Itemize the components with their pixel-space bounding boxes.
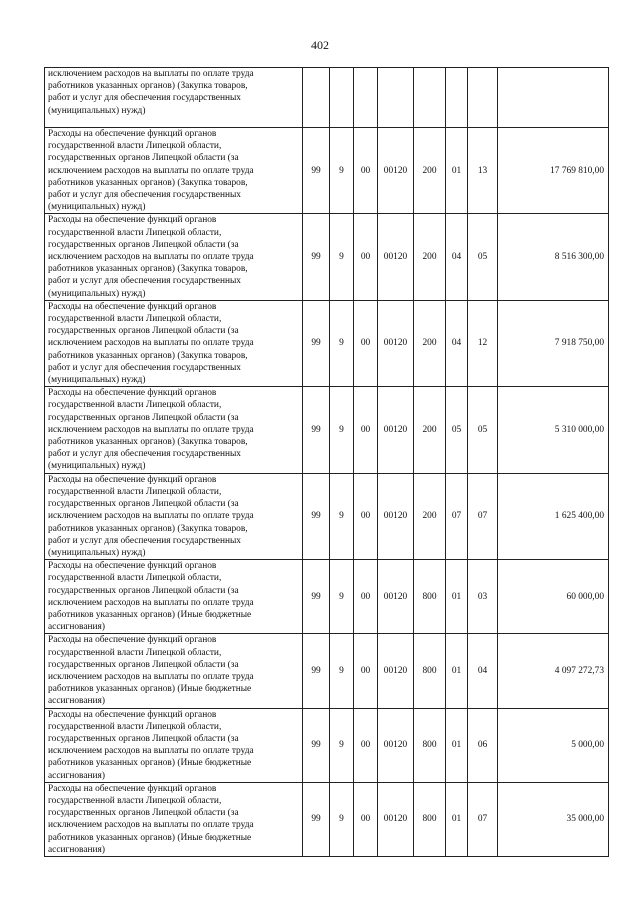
page-number: 402 <box>311 38 329 52</box>
cell-expense-type: 800 <box>414 634 446 708</box>
cell-expense-type: 200 <box>414 128 446 214</box>
cell-expense-type: 800 <box>414 782 446 856</box>
cell-amount: 5 000,00 <box>498 708 609 782</box>
cell-main-activity: 00 <box>354 634 378 708</box>
cell-expense-type: 200 <box>414 387 446 473</box>
row-description: Расходы на обеспечение функций органов государственной власти Липецкой области, государственных органов Липецкой области (за исключением расходов на выплаты по оплате труда работников указанных органов) (Закупка товаров, работ и услуг для обеспечения государственных (муниципальных) нужд) <box>45 300 303 386</box>
table-row <box>45 560 609 634</box>
cell-main-activity: 00 <box>354 473 378 559</box>
cell-amount: 17 769 810,00 <box>498 128 609 214</box>
cell-subprogram: 9 <box>330 473 354 559</box>
cell-section: 01 <box>446 634 468 708</box>
cell-expense-type: 800 <box>414 560 446 634</box>
cell-direction: 00120 <box>378 560 414 634</box>
row-description: Расходы на обеспечение функций органов государственной власти Липецкой области, государственных органов Липецкой области (за исключением расходов на выплаты по оплате труда работников указанных органов) (Иные бюджетные ассигнования) <box>45 708 303 782</box>
table-row <box>45 634 609 708</box>
cell-amount: 4 097 272,73 <box>498 634 609 708</box>
cell-direction: 00120 <box>378 708 414 782</box>
cell-direction: 00120 <box>378 128 414 214</box>
cell-subprogram: 9 <box>330 128 354 214</box>
cell-expense-type: 800 <box>414 708 446 782</box>
table-row <box>45 782 609 856</box>
cell-subprogram: 9 <box>330 634 354 708</box>
table-row <box>45 708 609 782</box>
row-description: Расходы на обеспечение функций органов государственной власти Липецкой области, государственных органов Липецкой области (за исключением расходов на выплаты по оплате труда работников указанных органов) (Иные бюджетные ассигнования) <box>45 560 303 634</box>
cell-program: 99 <box>303 708 330 782</box>
cell-main-activity: 00 <box>354 128 378 214</box>
cell-section: 01 <box>446 708 468 782</box>
cell-main-activity: 00 <box>354 708 378 782</box>
cell-subsection: 03 <box>468 560 498 634</box>
cell-amount: 35 000,00 <box>498 782 609 856</box>
cell-subprogram: 9 <box>330 708 354 782</box>
cell-subsection: 04 <box>468 634 498 708</box>
cell-subsection: 05 <box>468 214 498 300</box>
cell-subprogram: 9 <box>330 560 354 634</box>
cell-subsection: 06 <box>468 708 498 782</box>
cell-section: 05 <box>446 387 468 473</box>
cell-subprogram: 9 <box>330 387 354 473</box>
cell-subprogram <box>330 68 354 128</box>
table-row <box>45 214 609 300</box>
cell-expense-type <box>414 68 446 128</box>
cell-main-activity: 00 <box>354 560 378 634</box>
cell-amount: 5 310 000,00 <box>498 387 609 473</box>
cell-direction: 00120 <box>378 634 414 708</box>
cell-subprogram: 9 <box>330 782 354 856</box>
budget-table <box>44 67 609 857</box>
cell-amount: 60 000,00 <box>498 560 609 634</box>
row-description: Расходы на обеспечение функций органов государственной власти Липецкой области, государственных органов Липецкой области (за исключением расходов на выплаты по оплате труда работников указанных органов) (Закупка товаров, работ и услуг для обеспечения государственных (муниципальных) нужд) <box>45 387 303 473</box>
cell-amount <box>498 68 609 128</box>
row-description: Расходы на обеспечение функций органов государственной власти Липецкой области, государственных органов Липецкой области (за исключением расходов на выплаты по оплате труда работников указанных органов) (Иные бюджетные ассигнования) <box>45 782 303 856</box>
cell-main-activity: 00 <box>354 300 378 386</box>
cell-program <box>303 68 330 128</box>
cell-program: 99 <box>303 473 330 559</box>
cell-direction <box>378 68 414 128</box>
cell-subsection <box>468 68 498 128</box>
cell-section: 04 <box>446 300 468 386</box>
cell-direction: 00120 <box>378 782 414 856</box>
cell-direction: 00120 <box>378 387 414 473</box>
cell-main-activity <box>354 68 378 128</box>
cell-program: 99 <box>303 634 330 708</box>
row-description: Расходы на обеспечение функций органов государственной власти Липецкой области, государственных органов Липецкой области (за исключением расходов на выплаты по оплате труда работников указанных органов) (Закупка товаров, работ и услуг для обеспечения государственных (муниципальных) нужд) <box>45 128 303 214</box>
cell-section: 01 <box>446 560 468 634</box>
cell-subsection: 07 <box>468 473 498 559</box>
cell-amount: 8 516 300,00 <box>498 214 609 300</box>
row-description: Расходы на обеспечение функций органов государственной власти Липецкой области, государственных органов Липецкой области (за исключением расходов на выплаты по оплате труда работников указанных органов) (Закупка товаров, работ и услуг для обеспечения государственных (муниципальных) нужд) <box>45 214 303 300</box>
row-description: Расходы на обеспечение функций органов государственной власти Липецкой области, государственных органов Липецкой области (за исключением расходов на выплаты по оплате труда работников указанных органов) (Иные бюджетные ассигнования) <box>45 634 303 708</box>
cell-main-activity: 00 <box>354 782 378 856</box>
table-row <box>45 128 609 214</box>
cell-section <box>446 68 468 128</box>
cell-program: 99 <box>303 214 330 300</box>
table-row <box>45 68 609 128</box>
cell-expense-type: 200 <box>414 214 446 300</box>
cell-subprogram: 9 <box>330 300 354 386</box>
cell-subsection: 12 <box>468 300 498 386</box>
cell-subsection: 07 <box>468 782 498 856</box>
table-row <box>45 387 609 473</box>
budget-table-body <box>45 68 609 857</box>
cell-amount: 7 918 750,00 <box>498 300 609 386</box>
cell-direction: 00120 <box>378 214 414 300</box>
cell-subsection: 13 <box>468 128 498 214</box>
cell-direction: 00120 <box>378 473 414 559</box>
cell-program: 99 <box>303 387 330 473</box>
cell-section: 01 <box>446 782 468 856</box>
cell-program: 99 <box>303 128 330 214</box>
table-row <box>45 473 609 559</box>
cell-expense-type: 200 <box>414 300 446 386</box>
cell-program: 99 <box>303 300 330 386</box>
cell-program: 99 <box>303 560 330 634</box>
cell-section: 04 <box>446 214 468 300</box>
cell-section: 07 <box>446 473 468 559</box>
row-description: исключением расходов на выплаты по оплате труда работников указанных органов) (Закупка товаров, работ и услуг для обеспечения государственных (муниципальных) нужд) <box>45 68 303 128</box>
cell-main-activity: 00 <box>354 387 378 473</box>
table-row <box>45 300 609 386</box>
row-description: Расходы на обеспечение функций органов государственной власти Липецкой области, государственных органов Липецкой области (за исключением расходов на выплаты по оплате труда работников указанных органов) (Закупка товаров, работ и услуг для обеспечения государственных (муниципальных) нужд) <box>45 473 303 559</box>
cell-subprogram: 9 <box>330 214 354 300</box>
cell-subsection: 05 <box>468 387 498 473</box>
cell-expense-type: 200 <box>414 473 446 559</box>
cell-main-activity: 00 <box>354 214 378 300</box>
cell-program: 99 <box>303 782 330 856</box>
cell-amount: 1 625 400,00 <box>498 473 609 559</box>
cell-direction: 00120 <box>378 300 414 386</box>
cell-section: 01 <box>446 128 468 214</box>
